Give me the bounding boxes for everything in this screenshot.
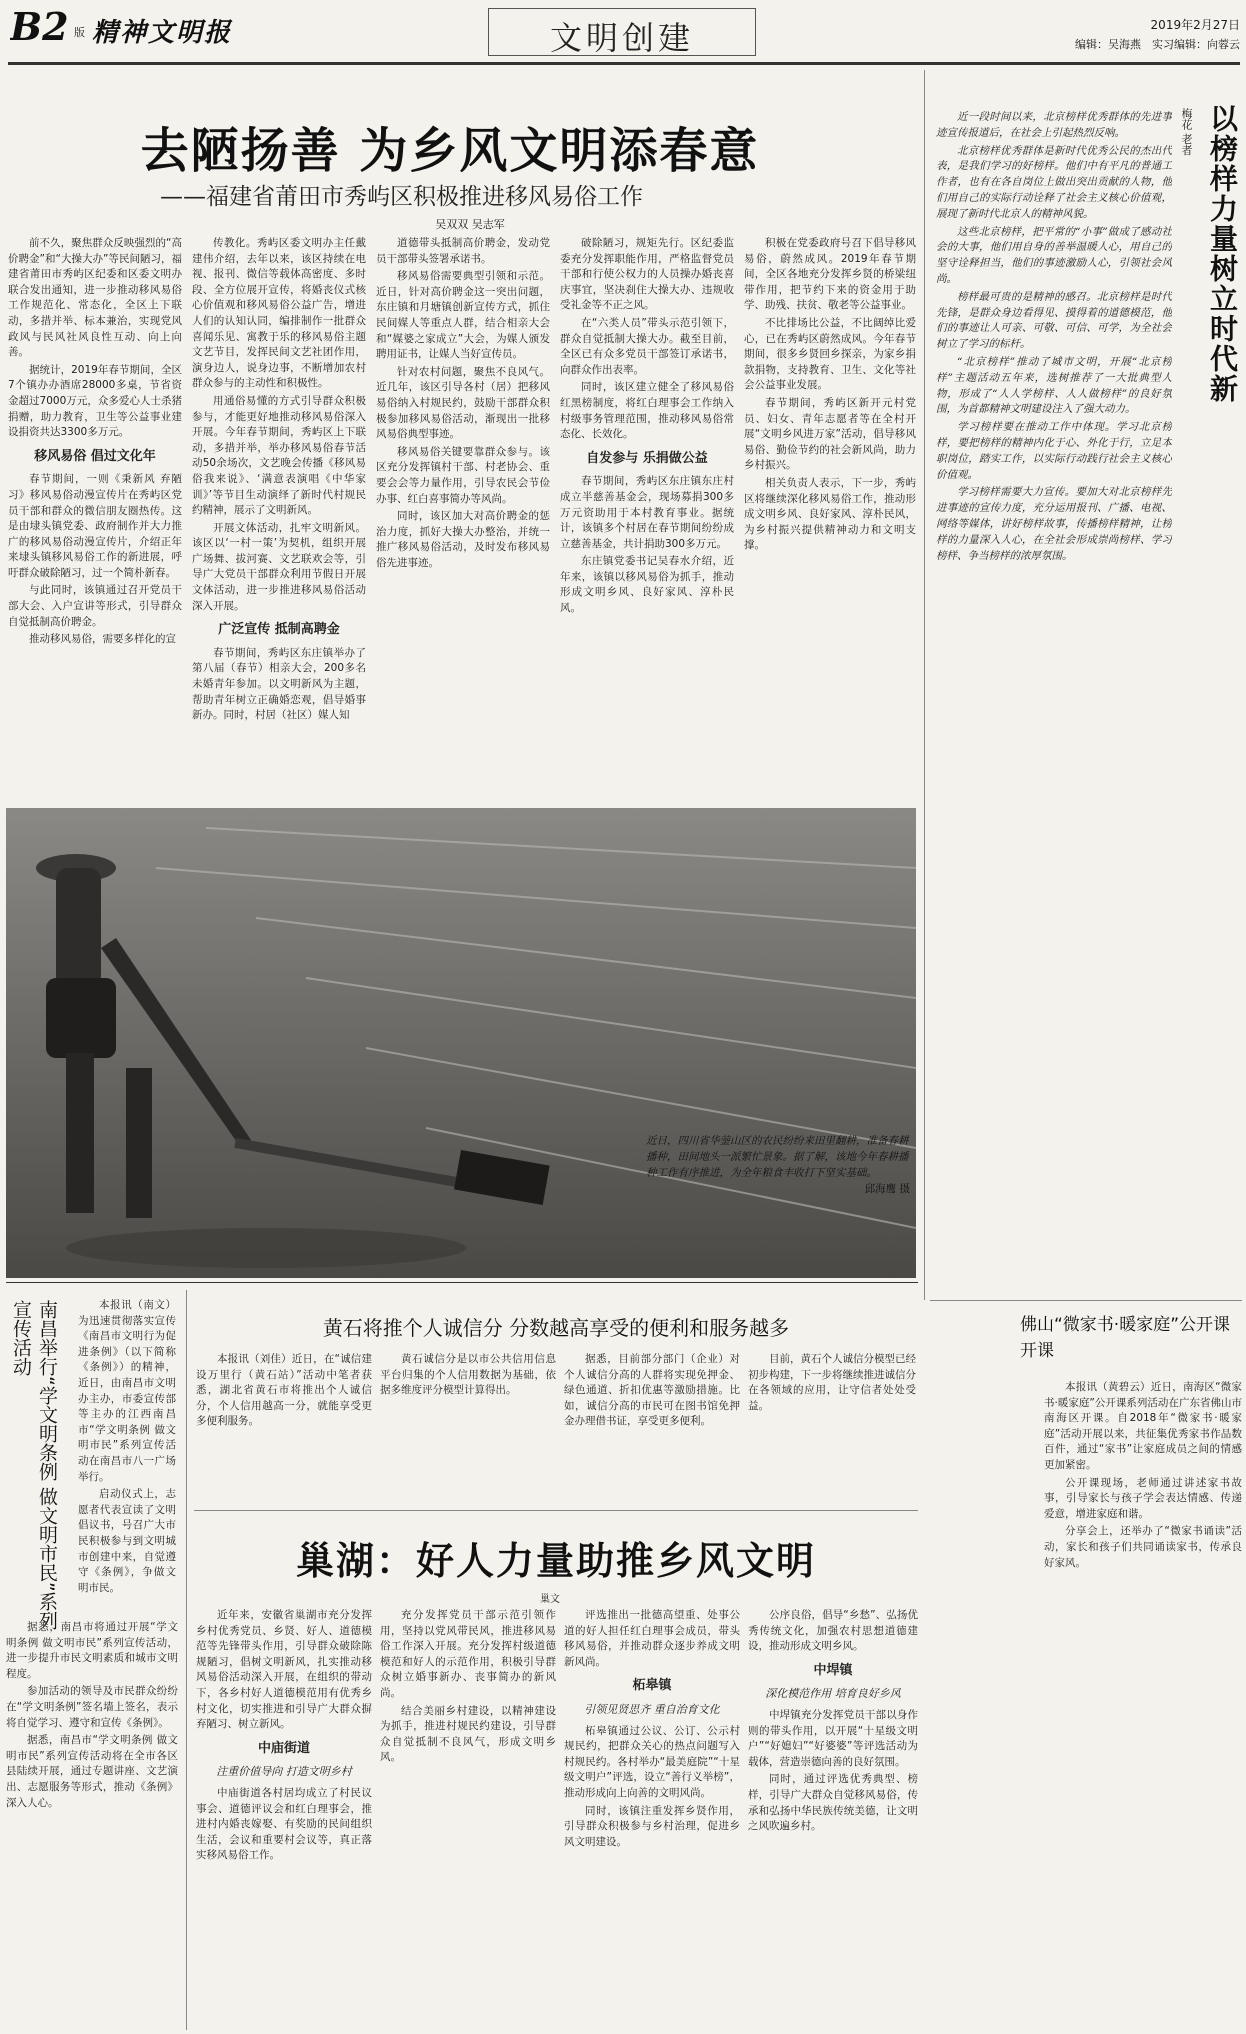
paragraph: 春节期间，一则《秉新风 弃陋习》移风易俗动漫宣传片在秀屿区党员干部和群众的微信朋友圈热传。这是由埭头镇党委、政府制作并大力推广的移风易俗动漫宣传片，介绍正年来埭头镇移风易俗工作的新进展，呼吁群众破除陋习，过一个简朴新春。 [8, 473, 182, 579]
mid-story-title: 黄石将推个人诚信分 分数越高享受的便利和服务越多 [322, 1316, 790, 1340]
left-story-body-b [6, 1620, 178, 2026]
rail-divider [924, 70, 925, 1300]
lead-column-2 [192, 236, 366, 800]
paragraph: 据悉，目前部分部门（企业）对个人诚信分高的人群将实现免押金、绿色通道、折扣优惠等激励措施。比如，诚信分高的市民可在图书馆免押金办理借书证，享受更多便利。 [564, 1353, 740, 1428]
paragraph: “北京榜样”推动了城市文明，开展“北京榜样”主题活动五年来，选树推荐了一大批典型人物，形成了“人人学榜样、人人做榜样”的良好氛围，为首都精神文明建设注入了强大动力。 [936, 355, 1172, 416]
lead-col1-body [8, 236, 182, 441]
lead-byline: 吴双双 吴志军 [435, 218, 505, 231]
section-title-box [488, 8, 756, 56]
chaohu-col-3 [564, 1608, 740, 2028]
mid-story-col-4 [748, 1352, 916, 1506]
lead-col2-subhead: 广泛宣传 抵制高聘金 [218, 622, 340, 638]
masthead-date: 2019年2月27日 [1150, 18, 1240, 32]
paragraph: 参加活动的领导及市民群众纷纷在“学文明条例”签名墙上签名，表示将自觉学习、遵守和宣传《条例》。 [6, 1685, 178, 1729]
chaohu-col3-subhead2: 引领见贤思齐 重自治育文化 [584, 1702, 720, 1716]
rail-news-rule [930, 1300, 1242, 1301]
paragraph: 学习榜样要在推动工作中体现。学习北京榜样，要把榜样的精神内化于心、外化于行，立足本职岗位，踏实工作，以实际行动践行社会主义核心价值观。 [936, 421, 1172, 481]
lead-col2b-body [192, 646, 366, 724]
mid-story-col-3 [564, 1352, 740, 1506]
paragraph: 黄石诚信分是以市公共信用信息平台归集的个人信用数据为基础，依据多维度评分模型计算得出。 [380, 1353, 556, 1397]
chaohu-col1-subhead: 中庙街道 [257, 1740, 310, 1756]
paragraph: 针对农村问题，聚焦不良风气。近几年，该区引导各村（居）把移风易俗纳入村规民约，鼓励干部群众积极参加移风易俗活动，渐现出一批移风易俗典型事迹。 [376, 365, 550, 441]
chaohu-title: 巢湖：好人力量助推乡风文明 [295, 1539, 816, 1582]
paragraph: 与此同时，该镇通过召开党员干部大会、入户宣讲等形式，引导群众自觉抵制高价聘金。 [8, 584, 182, 628]
paragraph: 在“六类人员”带头示范引领下，群众自觉抵制大操大办。截至目前，全区已有众多党员干部签订承诺书，向群众作出表率。 [560, 316, 734, 376]
paragraph: 推动移风易俗，需要多样化的宣 [29, 633, 176, 646]
rail-title: 以榜样力量树立时代新 [1206, 104, 1239, 404]
left-story-title: 南昌举行“学文明条例 做文明市民”系列宣传活动 [10, 1300, 58, 1630]
left-story-body-a [78, 1298, 176, 1614]
paragraph: 移风易俗需要典型引领和示范。近日，针对高价聘金这一突出问题，东庄镇和月塘镇创新宣传方式，抓住民间媒人等重点人群，结合相亲大会和“媒婆之家成立”大会，为媒人颁发聘用证书，让媒人当好宣传员。 [376, 270, 550, 361]
lead-column-4 [560, 236, 734, 800]
rail-author: 梅花 老者 [1180, 108, 1193, 156]
lead-col4-subhead: 自发参与 乐捐做公益 [586, 450, 708, 466]
chaohu-col-2 [380, 1608, 556, 2028]
paragraph: 本报讯（南文）为迅速贯彻落实宣传《南昌市文明行为促进条例》（以下简称《条例》）的精神，近日，由南昌市文明办主办，市委宣传部等主办的江西南昌市“学文明条例 做文明市民”系列宣传活动在南昌市八一广场举行。 [78, 1299, 176, 1483]
farmer-photo [6, 808, 916, 1278]
paragraph: 评选推出一批德高望重、处事公道的好人担任红白理事会成员，带头移风易俗，并推动群众逐步养成文明新风尚。 [564, 1609, 740, 1668]
paragraph: 近一段时间以来，北京榜样优秀群体的先进事迹宣传报道后，在社会上引起热烈反响。 [936, 111, 1172, 139]
chaohu-col-1 [196, 1608, 372, 2028]
paragraph: 充分发挥党员干部示范引领作用，坚持以党风带民风，推进移风易俗工作深入开展。充分发挥村级道德模范和好人的示范作用，积极引导群众树立婚事新办、丧事简办的新风尚。 [380, 1609, 556, 1699]
lead-col1-subhead: 移风易俗 倡过文化年 [34, 448, 156, 464]
photo-caption-text: 近日，四川省华蓥山区的农民纷纷来田里翻耕，准备春耕播种，田间地头一派繁忙景象。据了解，该地今年春耕播种工作有序推进，为全年粮食丰收打下坚实基础。 [646, 1135, 909, 1179]
paragraph: 北京榜样优秀群体是新时代优秀公民的杰出代表，是我们学习的好榜样。他们中有平凡的普通工作者，也有在各自岗位上做出突出贡献的人物，他们用自己的实际行动诠释了社会主义核心价值观，展现了新时代北京人的精神风貌。 [936, 144, 1172, 220]
lead-col4-body [560, 236, 734, 443]
paragraph: 同时，该镇注重发挥乡贤作用，引导群众积极参与乡村治理，促进乡风文明建设。 [564, 1804, 740, 1848]
lead-column-3 [376, 236, 550, 800]
paragraph: 移风易俗关键要靠群众参与。该区充分发挥镇村干部、村老协会、重要会会等力量作用，引导农民会节俭办事、红白喜事简办等风尚。 [376, 445, 550, 505]
paragraph: 用通俗易懂的方式引导群众积极参与，才能更好地推动移风易俗深入开展。今年春节期间，秀屿区上下联动，多措并举，举办移风易俗春节活动50余场次，文艺晚会传播《移风易俗我来说》、‘满意表演唱《中华家训》’等节目生动演绎了新时代村规民约精神，展示了文明新风。 [192, 394, 366, 517]
lead-col1b-body [8, 472, 182, 648]
paragraph: 积极在党委政府号召下倡导移风易俗，蔚然成风。2019年春节期间，全区各地充分发挥乡贤的桥梁纽带作用，把节约下来的资金用于助学、助残、扶贫、敬老等公益事业。 [744, 237, 916, 312]
paragraph: 春节期间，秀屿区东庄镇举办了第八届（春节）相亲大会，200多名未婚青年参加。以文明新风为主题，帮助青年树立正确婚恋观，倡导婚事新办。同时，村居（社区）媒人知 [192, 646, 366, 722]
mid-story-col-2 [380, 1352, 556, 1506]
chaohu-col4-subhead: 中垾镇 [813, 1662, 853, 1678]
paragraph: 目前，黄石个人诚信分模型已经初步构建，下一步将继续推进诚信分在各领域的应用，让守信者处处受益。 [748, 1353, 916, 1412]
paragraph: 启动仪式上，志愿者代表宣读了文明倡议书，号召广大市民积极参与到文明城市创建中来，自觉遵守《条例》，争做文明市民。 [78, 1488, 176, 1594]
lead-column-1 [8, 236, 182, 800]
paragraph: 道德带头抵制高价聘金，发动党员干部带头签署承诺书。 [376, 237, 550, 265]
lead-col4b-body [560, 474, 734, 616]
chaohu-col-4 [748, 1608, 918, 2028]
lead-col3-body [376, 236, 550, 571]
paragraph: 春节期间，秀屿区新开元村党员、妇女、青年志愿者等在全村开展“文明乡风进万家”活动，倡导移风易俗、勤俭节约的社会新风尚，助力乡村振兴。 [744, 396, 916, 472]
lead-column-5 [744, 236, 916, 800]
paragraph: 东庄镇党委书记吴春水介绍，近年来，该镇以移风易俗为抓手，推动形成文明乡风、良好家风、淳朴民风。 [560, 555, 734, 615]
lead-col5-body [744, 236, 916, 554]
mid-story-rule [194, 1510, 918, 1511]
chaohu-col1-subhead2: 注重价值导向 打造文明乡村 [216, 1765, 352, 1779]
paragraph: 公序良俗，倡导“乡愁”、弘扬优秀传统文化，加强农村思想道德建设，推动形成文明乡风。 [748, 1609, 918, 1653]
paragraph: 公开课现场，老师通过讲述家书故事，引导家长与孩子学会表达情感、传递爱意，增进家庭和谐。 [1044, 1476, 1242, 1520]
paper-name: 精神文明报 [92, 18, 233, 48]
paragraph: 破除陋习，规矩先行。区纪委监委充分发挥职能作用，严格监督党员干部和行使公权力的人员操办婚丧喜庆事宜，坚决刹住大操大办、违规收受礼金等不正之风。 [560, 237, 734, 312]
masthead-editors: 编辑：吴海燕 实习编辑：向蓉云 [1075, 38, 1240, 51]
paragraph: 中垾镇充分发挥党员干部以身作则的带头作用，以开展“十星级文明户”“好媳妇”“好婆婆”等评选活动为载体，营造崇德向善的良好氛围。 [748, 1708, 918, 1768]
paragraph: 春节期间，秀屿区东庄镇东庄村成立半慈善基金会，现场募捐300多万元资助用于本村教育事业。据统计，该镇多个村居在春节期间纷纷成立慈善基金，共计捐助300多万元。 [560, 475, 734, 550]
paragraph: 传教化。秀屿区委文明办主任戴建伟介绍，去年以来，该区持续在电视、报刊、微信等载体高密度、多时段、全方位展开宣传，将婚丧仪式核心价值观和移风易俗公益广告，增进人们的认知认同，编排制作一批群众喜闻乐见、寓教于乐的移风易俗主题文艺节目，发挥民间文艺社团作用，演身边人，说身边事，不断增加农村群众参与的主动性和积极性。 [192, 237, 366, 390]
rail-news-body [1044, 1380, 1242, 2026]
mid-story-col-1 [196, 1352, 372, 1506]
paragraph: 柘皋镇通过公议、公订、公示村规民约，把群众关心的热点问题写入村规民约。各村举办“最美庭院”“十星级文明户”评选，设立“善行义举榜”，推动形成向上向善的文明风尚。 [564, 1724, 740, 1799]
section-title: 文明创建 [549, 19, 694, 53]
photo-credit: 邱海鹰 摄 [864, 1183, 910, 1195]
paragraph: 同时，通过评选优秀典型、榜样，引导广大群众自觉移风易俗，传承和弘扬中华民族传统美德，让文明之风吹遍乡村。 [748, 1773, 918, 1833]
paragraph: 分享会上，还举办了“微家书诵读”活动，家长和孩子们共同诵读家书，传承良好家风。 [1044, 1525, 1242, 1569]
paragraph: 前不久，聚焦群众反映强烈的“高价聘金”和“大操大办”等民间陋习，福建省莆田市秀屿区纪委和区委文明办联合发出通知，进一步推动移风易俗工作规范化、常态化，全区上下联动，多措并举、标本兼治，实现党风政风与民风社风良性互动、向上向善。 [8, 237, 182, 359]
masthead-rule [8, 62, 1240, 65]
lead-subtitle: ——福建省莆田市秀屿区积极推进移风易俗工作 [160, 184, 643, 210]
lead-col2-body [192, 236, 366, 614]
paragraph: 同时，该区加大对高价聘金的惩治力度，抓好大操大办整治，并统一推广移风易俗活动，及时发布移风易俗先进事迹。 [376, 510, 550, 569]
paragraph: 结合美丽乡村建设，以精神建设为抓手，推进村规民约建设，引导群众自觉抵制不良风气，形成文明乡风。 [380, 1704, 556, 1764]
photo-caption [646, 1133, 910, 1271]
page-number: B2 [10, 4, 69, 49]
paragraph: 中庙街道各村居均成立了村民议事会、道德评议会和红白理事会，推进村内婚丧嫁娶、有奖励的民间组织生活，会议和重要村会议等，真正落实移风易俗工作。 [196, 1786, 372, 1862]
paragraph: 近年来，安徽省巢湖市充分发挥乡村优秀党员、乡贤、好人、道德模范等先锋带头作用，引导群众破除陈规陋习，倡树文明新风，扎实推动移风易俗活动深入开展，在组织的带动下，各乡村好人道德模范用有优秀乡村文化，切实推进和引导广大群众摒弃陋习、树立新风。 [196, 1609, 372, 1731]
paragraph: 据统计，2019年春节期间，全区7个镇办办酒席28000多桌，节省资金超过7000万元，众多爱心人士杀猪捐赠，助力教育，卫生等公益事业建设捐资共达3300多万元。 [8, 363, 182, 439]
paragraph: 本报讯（黄碧云）近日，南海区“微家书·暖家庭”公开课系列活动在广东省佛山市南海区开课。自2018年“微家书·暖家庭”活动开展以来，共征集优秀家书作品数百件，通过“家书”让家庭成员之间的情感更加紧密。 [1044, 1381, 1242, 1471]
paragraph: 相关负责人表示，下一步，秀屿区将继续深化移风易俗工作，推动形成文明乡风、良好家风、淳朴民风，为乡村振兴提供精神动力和文明支撑。 [744, 476, 916, 552]
chaohu-col3-subhead: 柘皋镇 [632, 1678, 672, 1694]
photo-bottom-rule [6, 1282, 918, 1283]
paragraph: 开展文体活动，扎牢文明新风。该区以‘一村一策’为契机，组织开展广场舞、拔河赛、文艺联欢会等，引导广大党员干部群众利用节假日开展文体活动，进一步推进移风易俗活动深入开展。 [192, 521, 366, 612]
rail-body [936, 110, 1172, 1300]
paragraph: 本报讯（刘佳）近日，在“诚信建设万里行（黄石站）”活动中笔者获悉，湖北省黄石市将推出个人诚信分，个人信用越高一分，就能享受更多便利服务。 [196, 1353, 372, 1428]
left-story-divider [186, 1290, 187, 2030]
paragraph: 榜样最可贵的是精神的感召。北京榜样是时代先锋，是群众身边看得见、摸得着的道德模范，他们的事迹让人可亲、可敬、可信、可学，为全社会树立了学习的标杆。 [936, 290, 1172, 351]
paragraph: 据悉，南昌市将通过开展“学文明条例 做文明市民”系列宣传活动，进一步提升市民文明素质和城市文明程度。 [6, 1621, 178, 1680]
paragraph: 同时，该区建立健全了移风易俗红黑榜制度，将红白理事会工作纳入村级事务管理范围，推动移风易俗常态化、长效化。 [560, 381, 734, 441]
page-suffix: 版 [74, 26, 85, 39]
lead-title: 去陋扬善 为乡风文明添春意 [140, 123, 760, 176]
chaohu-col4-subhead2: 深化模范作用 培育良好乡风 [765, 1687, 901, 1701]
paragraph: 学习榜样需要大力宣传。要加大对北京榜样先进事迹的宣传力度，充分运用报刊、广播、电视、网络等媒体，讲好榜样故事，传播榜样精神，让榜样的力量深入人心，在全社会形成崇尚榜样、学习榜样、争当榜样的浓厚氛围。 [936, 486, 1172, 562]
masthead [0, 0, 1246, 66]
chaohu-byline: 巢文 [540, 1594, 560, 1604]
rail-news-title: 佛山“微家书·暖家庭”公开课开课 [1020, 1315, 1231, 1361]
paragraph: 这些北京榜样，把平常的“小事”做成了感动社会的大事，他们用自身的善举温暖人心，用自己的坚守诠释担当，他们的事迹激励人心，引领社会风尚。 [936, 225, 1172, 285]
paragraph: 不比排场比公益，不比阔绰比爱心，已在秀屿区蔚然成风。今年春节期间，很多乡贤回乡探亲，为家乡捐款捐物，支持教育、卫生、文化等社会公益事业发展。 [744, 316, 916, 392]
paragraph: 据悉，南昌市“学文明条例 做文明市民”系列宣传活动将在全市各区县陆续开展，通过专题讲座、文艺演出、志愿服务等形式，推动《条例》深入人心。 [6, 1734, 178, 1809]
